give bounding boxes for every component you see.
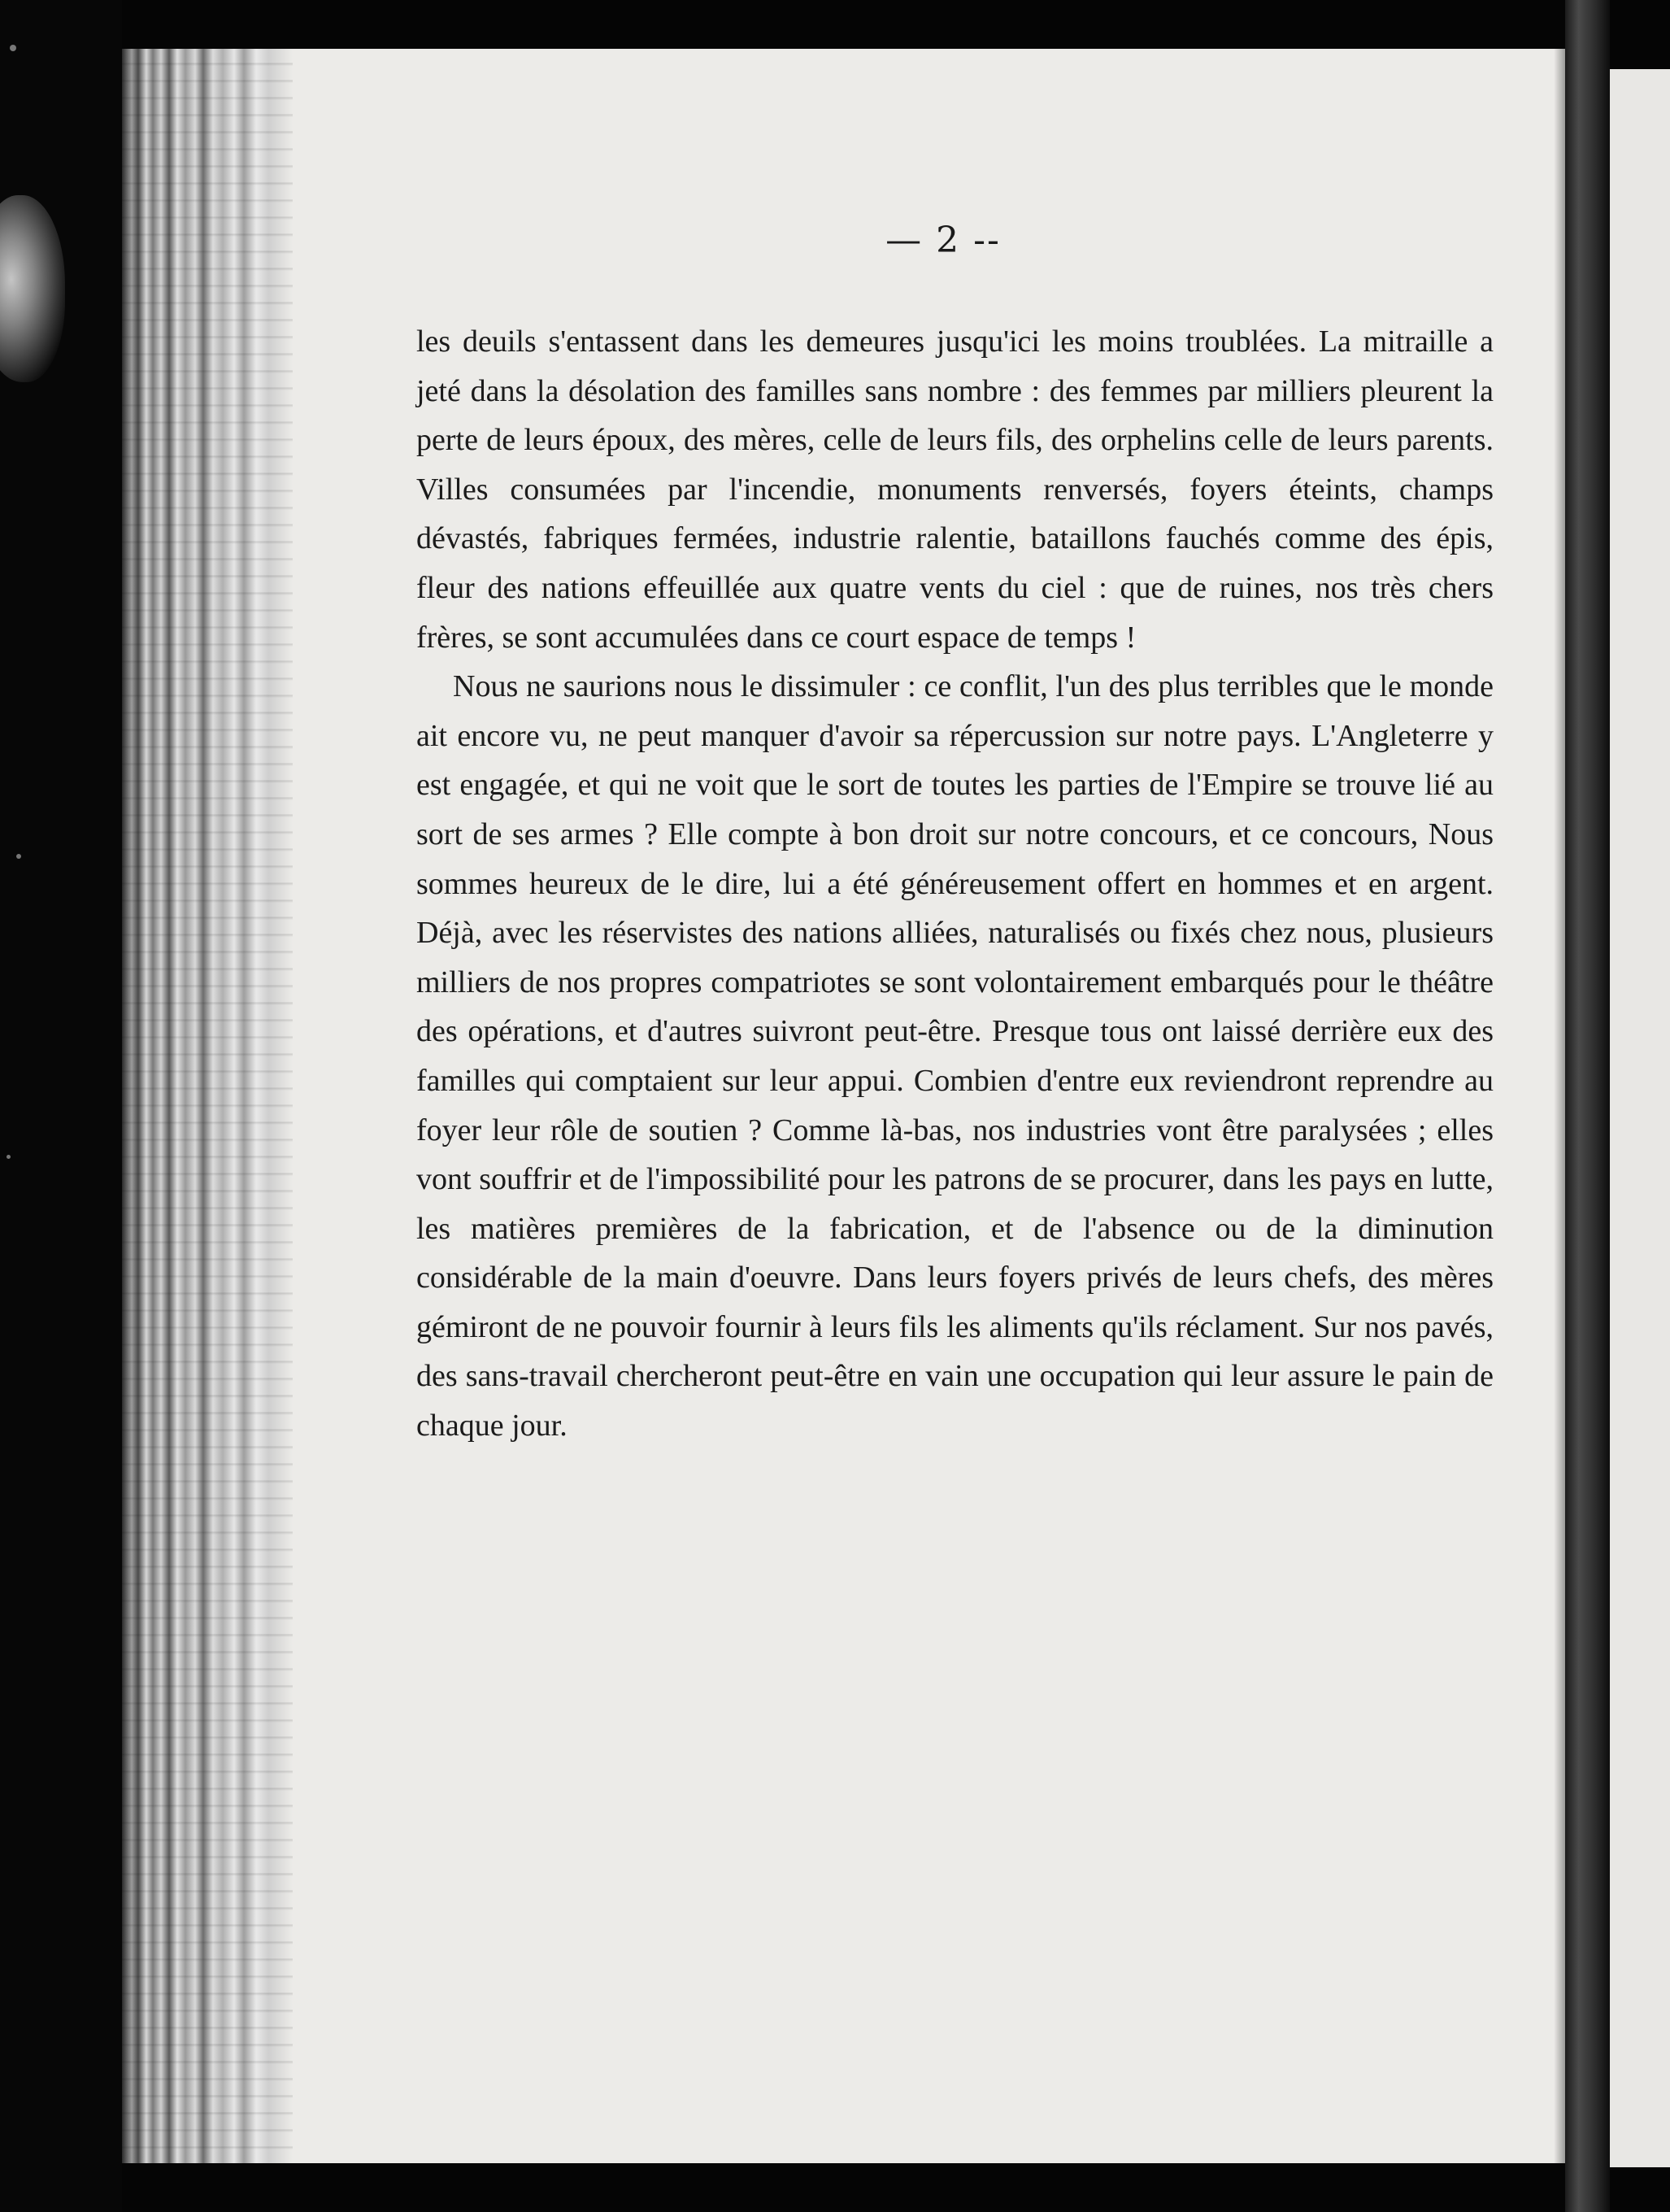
page-edge-shadow xyxy=(1554,49,1565,2163)
paragraph: les deuils s'entassent dans les demeures jusqu'ici les moins troublées. La mitraille a jeté dans la désolation des familles sans nombre : des femmes par milliers pleurent la perte de leurs époux, des mères, celle de leurs fils, des orphelins celle de leurs parents. Villes consumées par l'incendie, monuments renversés, foyers éteints, champs dévastés, fabriques fermées, industrie ralentie, bataillons fauchés comme des épis, fleur des nations effeuillée aux quatre vents du ciel : que de ruines, nos très chers frères, se sont accumulées dans ce court espace de temps ! xyxy=(416,324,1494,655)
book-page xyxy=(122,49,1565,2163)
paragraph: Nous ne saurions nous le dissimuler : ce conflit, l'un des plus terribles que le monde ait encore vu, ne peut manquer d'avoir sa répercussion sur notre pays. L'Angleterre y est engagée, et qui ne voit que le sort de toutes les parties de l'Empire se trouve lié au sort de ses armes ? Elle compte à bon droit sur notre concours, et ce concours, Nous sommes heureux de le dire, lui a été généreusement offert en hommes et en argent. Déjà, avec les réservistes des nations alliées, naturalisés ou fixés chez nous, plusieurs milliers de nos propres compatriotes se sont volontairement embarqués pour le théâtre des opérations, et d'autres suivront peut-être. Presque tous ont laissé derrière eux des familles qui comptaient sur leur appui. Combien d'entre eux reviendront reprendre au foyer leur rôle de soutien ? Comme là-bas, nos industries vont être paralysées ; elles vont souffrir et de l'impossibilité pour les patrons de se procurer, dans les pays en lutte, les matières premières de la fabrication, et de l'absence ou de la diminution considérable de la main d'oeuvre. Dans leurs foyers privés de leurs chefs, des mères gémiront de ne pouvoir fournir à leurs fils les aliments qu'ils réclament. Sur nos pavés, des sans-travail chercheront peut-être en vain une occupation qui leur assure le pain de chaque jour. xyxy=(416,669,1494,1443)
film-band-right xyxy=(1565,0,1610,2212)
film-speck xyxy=(7,1155,11,1159)
film-speck xyxy=(16,854,21,859)
page-number: — 2 -- xyxy=(885,220,1001,261)
page-gutter-texture xyxy=(122,49,293,2163)
film-speck xyxy=(10,45,16,51)
body-text xyxy=(416,317,1494,1451)
adjacent-page xyxy=(1610,69,1670,2167)
